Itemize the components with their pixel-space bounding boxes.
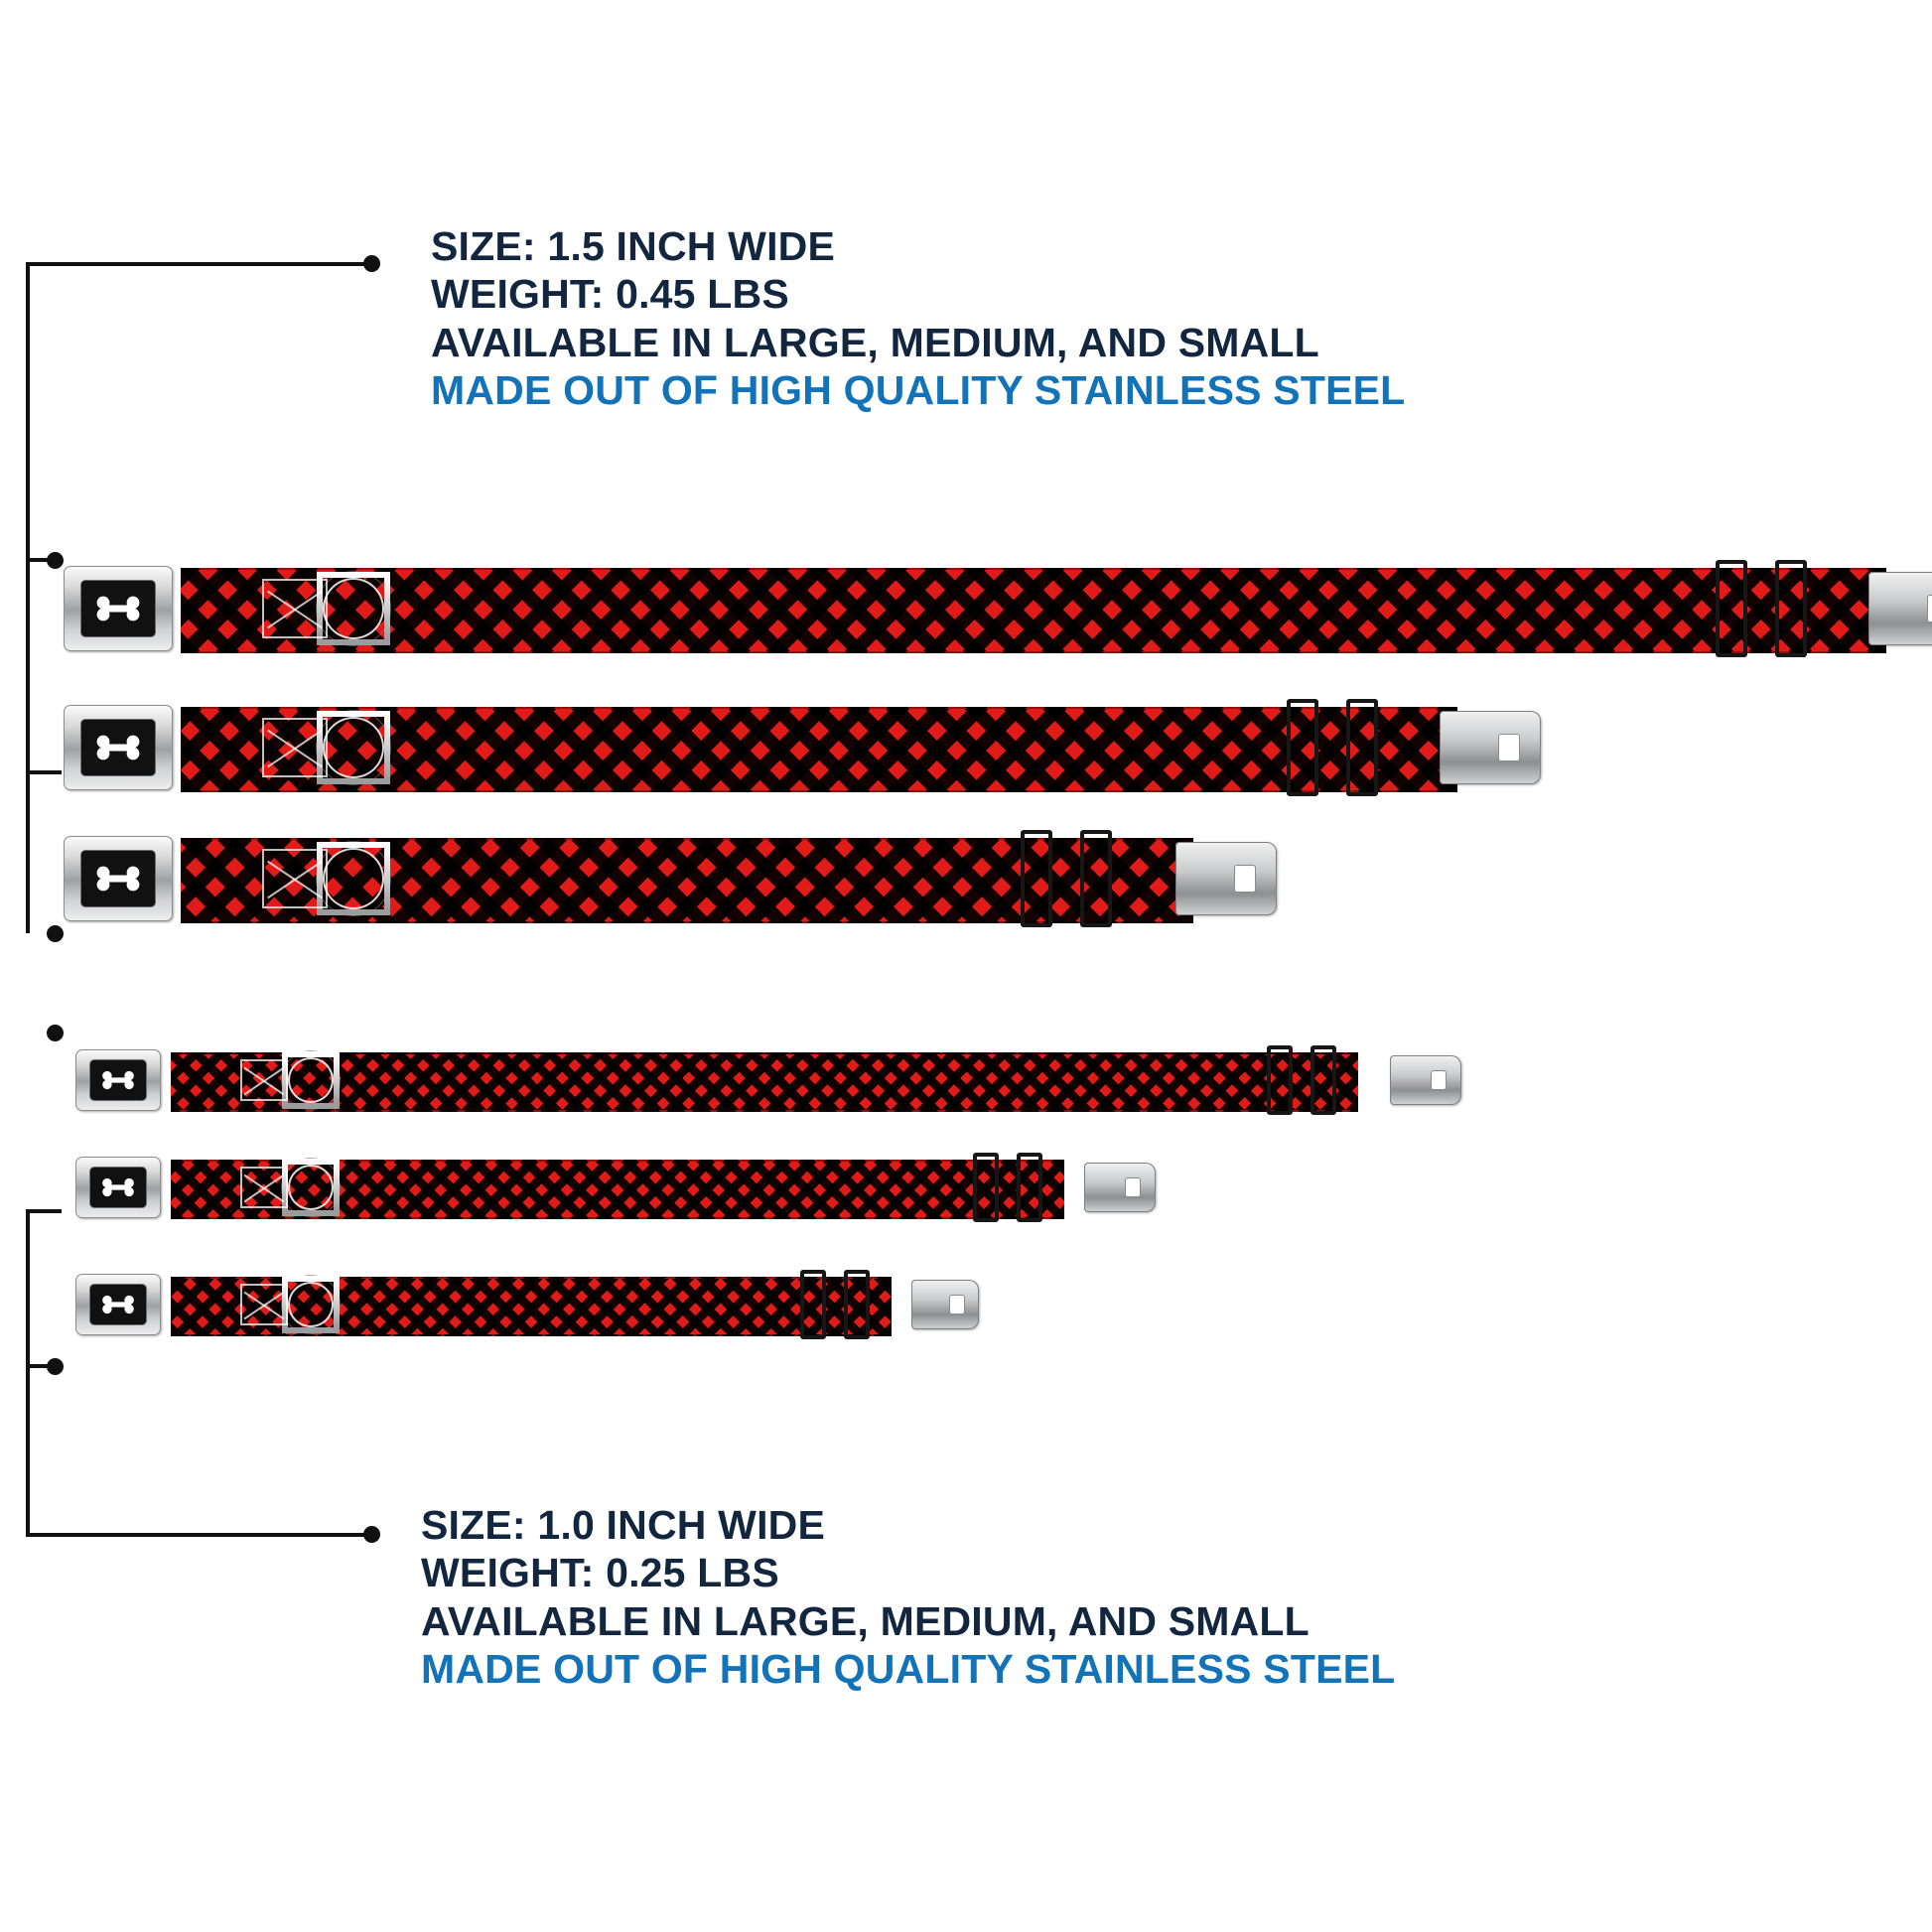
buckle-face bbox=[81, 720, 155, 775]
bracket-arm-top-lower bbox=[26, 770, 62, 774]
tongue-slot bbox=[950, 1296, 964, 1313]
collar-strap bbox=[171, 1052, 1358, 1112]
slider-keeper[interactable] bbox=[1346, 699, 1378, 796]
spec-line-material-large: MADE OUT OF HIGH QUALITY STAINLESS STEEL bbox=[431, 367, 1406, 414]
tongue-slot bbox=[1235, 866, 1255, 892]
dog-bone-icon bbox=[95, 866, 141, 892]
metal-tongue bbox=[1868, 572, 1932, 645]
stitch-box bbox=[240, 1167, 288, 1208]
collar-15-small[interactable] bbox=[64, 838, 1213, 919]
d-ring bbox=[317, 711, 390, 784]
collar-10-medium[interactable] bbox=[75, 1160, 1080, 1215]
slider-keeper[interactable] bbox=[1017, 1153, 1042, 1222]
spec-line-available-large: AVAILABLE IN LARGE, MEDIUM, AND SMALL bbox=[431, 319, 1319, 365]
stitch-box bbox=[262, 718, 328, 777]
slider-keeper[interactable] bbox=[1716, 560, 1747, 657]
buckle-face bbox=[90, 1285, 146, 1324]
stitch-box bbox=[262, 849, 328, 908]
bracket-leader-horizontal-bottom bbox=[26, 1533, 371, 1537]
seatbelt-buckle[interactable] bbox=[75, 1274, 161, 1335]
buckle-face bbox=[81, 581, 155, 636]
bracket-dot-top-lower bbox=[47, 925, 64, 942]
bracket-vertical-bottom bbox=[26, 1209, 30, 1537]
seatbelt-buckle[interactable] bbox=[64, 566, 173, 651]
d-ring bbox=[282, 1276, 340, 1333]
collar-15-medium[interactable] bbox=[64, 707, 1477, 788]
d-ring bbox=[317, 842, 390, 915]
bracket-vertical-top-extend bbox=[26, 770, 30, 933]
bracket-vertical-top bbox=[26, 262, 30, 774]
buckle-face bbox=[81, 851, 155, 906]
buckle-face bbox=[90, 1060, 146, 1100]
spec-line-weight-large: WEIGHT: 0.45 LBS bbox=[431, 271, 789, 318]
stitch-box bbox=[240, 1059, 288, 1101]
slider-keeper[interactable] bbox=[800, 1270, 826, 1339]
spec-block-large bbox=[431, 222, 1405, 415]
dog-bone-icon bbox=[95, 735, 141, 760]
bracket-arm-bottom-lower bbox=[26, 1364, 62, 1368]
metal-tongue bbox=[911, 1280, 979, 1329]
d-ring bbox=[282, 1159, 340, 1216]
metal-tongue bbox=[1175, 842, 1277, 915]
d-ring bbox=[282, 1051, 340, 1109]
metal-tongue bbox=[1390, 1055, 1461, 1105]
slider-keeper[interactable] bbox=[1021, 830, 1052, 927]
tongue-slot bbox=[1432, 1071, 1446, 1089]
spec-line-available-small: AVAILABLE IN LARGE, MEDIUM, AND SMALL bbox=[421, 1597, 1310, 1644]
bracket-dot-top-upper bbox=[47, 552, 64, 569]
dog-bone-icon bbox=[101, 1295, 135, 1314]
stitch-box bbox=[262, 579, 328, 638]
spec-block-small bbox=[421, 1501, 1395, 1694]
d-ring bbox=[317, 572, 390, 645]
spec-line-weight-small: WEIGHT: 0.25 LBS bbox=[421, 1550, 779, 1596]
slider-keeper[interactable] bbox=[1775, 560, 1807, 657]
stitch-box bbox=[240, 1284, 288, 1325]
tongue-slot bbox=[1499, 735, 1519, 760]
metal-tongue bbox=[1084, 1163, 1156, 1212]
seatbelt-buckle[interactable] bbox=[75, 1049, 161, 1111]
buckle-face bbox=[90, 1168, 146, 1207]
slider-keeper[interactable] bbox=[1267, 1045, 1293, 1115]
metal-tongue bbox=[1440, 711, 1541, 784]
dog-bone-icon bbox=[101, 1070, 135, 1090]
slider-keeper[interactable] bbox=[1311, 1045, 1336, 1115]
spec-line-size-large: SIZE: 1.5 INCH WIDE bbox=[431, 223, 836, 269]
dog-bone-icon bbox=[95, 596, 141, 621]
tongue-slot bbox=[1928, 596, 1932, 621]
bracket-leader-horizontal-top bbox=[26, 262, 371, 266]
seatbelt-buckle[interactable] bbox=[75, 1157, 161, 1218]
slider-keeper[interactable] bbox=[844, 1270, 870, 1339]
collar-10-small[interactable] bbox=[75, 1277, 903, 1332]
bracket-dot-bottom-upper bbox=[47, 1025, 64, 1041]
collar-strap bbox=[181, 568, 1886, 653]
dog-bone-icon bbox=[101, 1177, 135, 1197]
seatbelt-buckle[interactable] bbox=[64, 705, 173, 790]
slider-keeper[interactable] bbox=[1080, 830, 1112, 927]
spec-line-material-small: MADE OUT OF HIGH QUALITY STAINLESS STEEL bbox=[421, 1646, 1396, 1693]
collar-15-large[interactable] bbox=[64, 568, 1906, 649]
collar-10-large[interactable] bbox=[75, 1052, 1386, 1108]
slider-keeper[interactable] bbox=[1287, 699, 1318, 796]
seatbelt-buckle[interactable] bbox=[64, 836, 173, 921]
bracket-dot-bottom-leader bbox=[363, 1526, 380, 1543]
bracket-arm-bottom-upper bbox=[26, 1209, 62, 1213]
slider-keeper[interactable] bbox=[973, 1153, 999, 1222]
tongue-slot bbox=[1126, 1178, 1140, 1196]
spec-line-size-small: SIZE: 1.0 INCH WIDE bbox=[421, 1502, 826, 1548]
